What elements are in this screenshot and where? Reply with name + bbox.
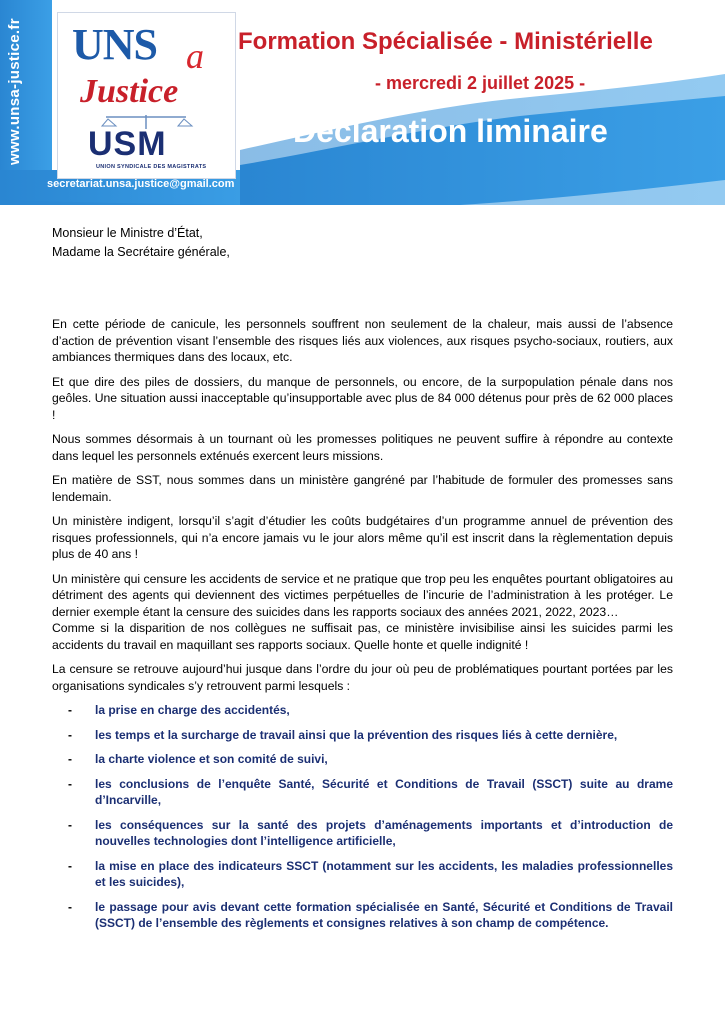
list-dash: - <box>68 817 72 832</box>
paragraph: La censure se retrouve aujourd’hui jusque dans l’ordre du jour où peu de problématiques pourtant portées par les organisations syndicales s’y retrouvent parmi lesquels : <box>52 662 673 693</box>
salutation-line: Madame la Secrétaire générale, <box>52 245 230 259</box>
paragraph: En cette période de canicule, les personnels souffrent non seulement de la chaleur, mais aussi de l’absence d’action de prévention visant l’ensemble des risques liés aux violences, aux risques psycho-sociaux, routiers, aux ambiances thermiques dans des locaux, etc. <box>52 317 673 364</box>
paragraph: En matière de SST, nous sommes dans un ministère gangréné par l’habitude de formuler des promesses sans lendemain. <box>52 473 673 504</box>
list-item <box>52 702 673 719</box>
logo-unsa-text: UNS <box>72 20 158 69</box>
list-dash: - <box>68 727 72 742</box>
list-item-text: les temps et la surcharge de travail ainsi que la prévention des risques liés à cette dernière, <box>95 727 618 742</box>
list-item <box>52 751 673 768</box>
paragraph: Nous sommes désormais à un tournant où les promesses politiques ne peuvent suffire à répondre au contexte dans lequel les personnels exténués exercent leurs missions. <box>52 432 673 463</box>
list-dash: - <box>68 776 72 791</box>
logo-unsa-a: a <box>186 36 204 76</box>
list-item-text: la prise en charge des accidentés, <box>95 703 290 717</box>
paragraph: Comme si la disparition de nos collègues ne suffisait pas, ce ministère invisibilise ainsi les suicides parmi les accidents du travail en maquillant ses rapports sociaux. Quelle honte et quelle indignité ! <box>52 621 673 652</box>
list-item <box>52 899 673 932</box>
list-item-text: la charte violence et son comité de suivi, <box>95 752 328 766</box>
document-date: - mercredi 2 juillet 2025 - <box>375 73 586 93</box>
list-item <box>52 727 673 744</box>
list-item-text: le passage pour avis devant cette formation spécialisée en Santé, Sécurité et Conditions de Travail (SSCT) de l’ensemble des règlements et consignes relatives à son champ de compétence. <box>95 899 673 930</box>
list-item <box>52 776 673 809</box>
agenda-list <box>52 702 673 932</box>
declaration-body <box>52 316 673 940</box>
paragraph: Et que dire des piles de dossiers, du manque de personnels, ou encore, de la surpopulation pénale dans nos geôles. Une situation aussi inacceptable qu’insupportable avec plus de 84 000 détenus pour près de 62 000 places ! <box>52 374 673 422</box>
logo-usm-subtitle: UNION SYNDICALE DES MAGISTRATS <box>96 164 207 170</box>
salutation <box>52 224 672 262</box>
paragraph: Un ministère qui censure les accidents de service et ne pratique que trop peu les enquêtes pourtant obligatoires au détriment des agents qui deviennent des victimes perpétuelles de l’incurie de l’administration à les protéger. Le dernier exemple étant la censure des suicides dans les rapports sociaux des années 2021, 2022, 2023… <box>52 571 673 619</box>
list-dash: - <box>68 703 72 717</box>
paragraph: Un ministère indigent, lorsqu’il s’agit d’étudier les coûts budgétaires d’un programme annuel de prévention des risques professionnels, qui n’a encore jamais vu le jour alors même qu’il est inscrit dans la règlementation depuis plus de 40 ans ! <box>52 514 673 561</box>
document-subtitle: Déclaration liminaire <box>293 113 608 149</box>
list-dash: - <box>68 858 72 873</box>
contact-email[interactable]: secretariat.unsa.justice@gmail.com <box>47 178 235 190</box>
website-vertical[interactable]: www.unsa-justice.fr <box>6 18 23 165</box>
list-item-text: les conséquences sur la santé des projets d’aménagements importants et d’introduction de nouvelles technologies dont l’intelligence artificielle, <box>95 817 673 848</box>
unsa-justice-usm-logo <box>57 12 236 179</box>
list-dash: - <box>68 899 72 914</box>
list-item <box>52 817 673 850</box>
list-item-text: les conclusions de l’enquête Santé, Sécurité et Conditions de Travail (SSCT) suite au drame d’Incarville, <box>95 776 673 807</box>
list-dash: - <box>68 752 72 766</box>
salutation-line: Monsieur le Ministre d’État, <box>52 226 203 240</box>
list-item-text: la mise en place des indicateurs SSCT (notamment sur les accidents, les maladies professionnelles et les suicides), <box>95 858 673 889</box>
logo-usm-text: USM <box>88 125 167 163</box>
list-item <box>52 858 673 891</box>
document-title: Formation Spécialisée - Ministérielle <box>238 28 653 55</box>
logo-justice-text: Justice <box>80 73 179 110</box>
